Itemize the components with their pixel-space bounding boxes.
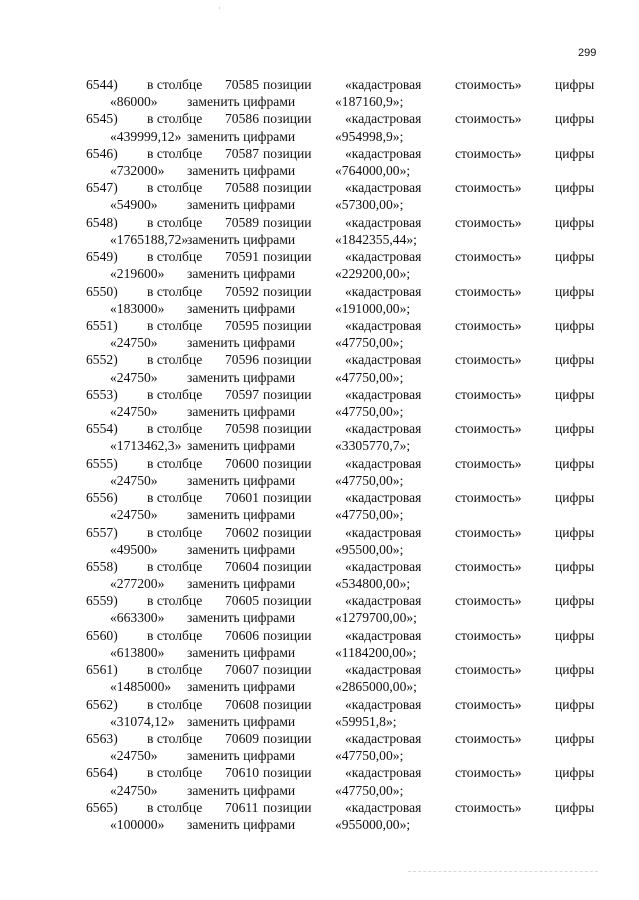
entry-column-word: в столбце (147, 731, 203, 746)
entry-number: 6564) (86, 765, 118, 781)
entry-cadastral-word: «кадастровая (345, 558, 422, 574)
entry-replace-phrase: заменить цифрами (187, 610, 296, 626)
entry-number: 6562) (86, 696, 118, 712)
entry-cost-word: стоимость» (455, 490, 522, 505)
entry-new-value: «955000,00»; (335, 816, 411, 832)
entry-cost-word: стоимость» (455, 386, 522, 402)
entry-number: 6545) (86, 111, 118, 127)
entry-first-line (0, 179, 639, 196)
entry-position-word: позиции (263, 765, 312, 781)
entry-column-word: в столбце (147, 283, 203, 299)
entry-replace-phrase: заменить цифрами (187, 782, 296, 798)
entry-replace-phrase: заменить цифрами (187, 369, 296, 385)
entry-cadastral-word: «кадастровая (345, 799, 422, 815)
entry-digits-word: цифры (555, 765, 595, 781)
entry-new-value: «534800,00»; (335, 576, 411, 592)
entry-column-code: 70595 (225, 317, 259, 333)
amendment-entry (0, 764, 639, 798)
amendment-entry (0, 145, 639, 179)
entry-position-word: позиции (263, 558, 312, 574)
entry-position-word: позиции (263, 180, 312, 196)
entry-new-value: «47750,00»; (335, 335, 404, 351)
amendment-entry (0, 420, 639, 454)
amendment-entry (0, 179, 639, 213)
entry-old-value: «1765188,72» (110, 231, 189, 247)
entry-column-word: в столбце (147, 765, 203, 781)
entry-old-value: «277200» (110, 576, 165, 592)
entry-number: 6557) (86, 524, 118, 540)
entry-column-word: в столбце (147, 352, 203, 368)
entry-number: 6563) (86, 731, 118, 746)
entry-digits-word: цифры (555, 455, 595, 471)
entry-replace-phrase: заменить цифрами (187, 231, 296, 247)
entry-replace-phrase: заменить цифрами (187, 748, 296, 764)
entry-position-word: позиции (263, 662, 312, 678)
entry-second-line (0, 782, 639, 799)
entry-first-line (0, 76, 639, 93)
entry-new-value: «1842355,44»; (335, 231, 417, 247)
entry-replace-phrase: заменить цифрами (187, 266, 296, 282)
entry-cost-word: стоимость» (455, 593, 522, 609)
entry-position-word: позиции (263, 317, 312, 333)
entry-old-value: «24750» (110, 403, 158, 419)
entry-cadastral-word: «кадастровая (345, 283, 422, 299)
entry-first-line (0, 145, 639, 162)
entry-digits-word: цифры (555, 662, 595, 678)
entry-old-value: «183000» (110, 300, 165, 316)
entry-second-line (0, 506, 639, 523)
entry-cost-word: стоимость» (455, 249, 522, 265)
entry-old-value: «732000» (110, 162, 165, 178)
amendment-entry (0, 76, 639, 110)
entry-cost-word: стоимость» (455, 421, 522, 437)
entry-digits-word: цифры (555, 799, 595, 815)
entry-first-line (0, 627, 639, 644)
entry-digits-word: цифры (555, 627, 595, 643)
entry-position-word: позиции (263, 283, 312, 299)
entry-first-line (0, 489, 639, 506)
amendment-entry (0, 524, 639, 558)
entry-number: 6559) (86, 593, 118, 609)
entry-new-value: «47750,00»; (335, 507, 404, 523)
entry-second-line (0, 609, 639, 626)
entry-column-word: в столбце (147, 145, 203, 161)
entry-replace-phrase: заменить цифрами (187, 816, 296, 832)
entry-second-line (0, 541, 639, 558)
entry-position-word: позиции (263, 249, 312, 265)
entry-column-code: 70610 (225, 765, 259, 781)
footer-rule (408, 871, 598, 872)
entry-cadastral-word: «кадастровая (345, 421, 422, 437)
entry-second-line (0, 300, 639, 317)
entry-old-value: «219600» (110, 266, 165, 282)
entry-new-value: «3305770,7»; (335, 438, 411, 454)
entry-first-line (0, 524, 639, 541)
entry-column-word: в столбце (147, 524, 203, 540)
entry-digits-word: цифры (555, 524, 595, 540)
entry-digits-word: цифры (555, 731, 595, 746)
entry-cadastral-word: «кадастровая (345, 214, 422, 230)
entry-cost-word: стоимость» (455, 731, 522, 746)
entry-second-line (0, 265, 639, 282)
entry-digits-word: цифры (555, 490, 595, 505)
entry-number: 6548) (86, 214, 118, 230)
entry-new-value: «47750,00»; (335, 472, 404, 488)
entry-old-value: «54900» (110, 197, 158, 213)
entry-digits-word: цифры (555, 111, 595, 127)
entry-column-word: в столбце (147, 386, 203, 402)
entry-second-line (0, 644, 639, 661)
entry-replace-phrase: заменить цифрами (187, 438, 296, 454)
entry-column-word: в столбце (147, 490, 203, 505)
entry-column-word: в столбце (147, 696, 203, 712)
entry-first-line (0, 696, 639, 713)
entry-column-code: 70592 (225, 283, 259, 299)
entry-second-line (0, 231, 639, 248)
entry-column-code: 70585 (225, 77, 259, 92)
entry-digits-word: цифры (555, 558, 595, 574)
entry-column-word: в столбце (147, 558, 203, 574)
entry-digits-word: цифры (555, 696, 595, 712)
entry-number: 6555) (86, 455, 118, 471)
entry-first-line (0, 248, 639, 265)
entry-cadastral-word: «кадастровая (345, 524, 422, 540)
entry-cost-word: стоимость» (455, 283, 522, 299)
entry-digits-word: цифры (555, 145, 595, 161)
entry-number: 6556) (86, 490, 118, 505)
entry-column-code: 70600 (225, 455, 259, 471)
entry-old-value: «24750» (110, 369, 158, 385)
entry-number: 6544) (86, 77, 118, 92)
entry-digits-word: цифры (555, 249, 595, 265)
entry-column-code: 70609 (225, 731, 259, 746)
amendment-entry (0, 283, 639, 317)
amendment-entry (0, 455, 639, 489)
entry-new-value: «1279700,00»; (335, 610, 417, 626)
entry-first-line (0, 592, 639, 609)
entry-new-value: «229200,00»; (335, 266, 411, 282)
entry-first-line (0, 799, 639, 816)
entry-replace-phrase: заменить цифрами (187, 679, 296, 695)
entry-cost-word: стоимость» (455, 111, 522, 127)
entry-position-word: позиции (263, 352, 312, 368)
entry-replace-phrase: заменить цифрами (187, 335, 296, 351)
entry-column-code: 70591 (225, 249, 259, 265)
entry-first-line (0, 661, 639, 678)
entry-first-line (0, 420, 639, 437)
entry-position-word: позиции (263, 799, 312, 815)
amendment-entry (0, 110, 639, 144)
entry-old-value: «24750» (110, 748, 158, 764)
entry-column-code: 70604 (225, 558, 259, 574)
entry-cost-word: стоимость» (455, 352, 522, 368)
entry-cadastral-word: «кадастровая (345, 111, 422, 127)
entry-cadastral-word: «кадастровая (345, 249, 422, 265)
entry-column-code: 70602 (225, 524, 259, 540)
entry-cadastral-word: «кадастровая (345, 490, 422, 505)
entry-cadastral-word: «кадастровая (345, 77, 422, 92)
entry-cadastral-word: «кадастровая (345, 731, 422, 746)
entry-old-value: «24750» (110, 782, 158, 798)
entry-new-value: «1184200,00»; (335, 644, 417, 660)
entry-position-word: позиции (263, 77, 312, 92)
entry-second-line (0, 816, 639, 833)
entry-second-line (0, 472, 639, 489)
entry-replace-phrase: заменить цифрами (187, 576, 296, 592)
entry-column-word: в столбце (147, 593, 203, 609)
entry-column-code: 70605 (225, 593, 259, 609)
amendment-entry (0, 558, 639, 592)
entry-first-line (0, 283, 639, 300)
entry-position-word: позиции (263, 731, 312, 746)
entry-replace-phrase: заменить цифрами (187, 162, 296, 178)
entry-cadastral-word: «кадастровая (345, 352, 422, 368)
entry-cadastral-word: «кадастровая (345, 180, 422, 196)
entry-second-line (0, 93, 639, 110)
entry-digits-word: цифры (555, 283, 595, 299)
entry-new-value: «764000,00»; (335, 162, 411, 178)
entry-new-value: «95500,00»; (335, 541, 404, 557)
entry-number: 6546) (86, 145, 118, 161)
scan-speck (219, 7, 220, 9)
entry-cadastral-word: «кадастровая (345, 593, 422, 609)
amendment-entry (0, 317, 639, 351)
entry-column-word: в столбце (147, 627, 203, 643)
entry-cadastral-word: «кадастровая (345, 145, 422, 161)
entry-position-word: позиции (263, 111, 312, 127)
entry-column-word: в столбце (147, 455, 203, 471)
entry-second-line (0, 128, 639, 145)
entry-cadastral-word: «кадастровая (345, 662, 422, 678)
entry-column-code: 70608 (225, 696, 259, 712)
entry-second-line (0, 403, 639, 420)
entry-position-word: позиции (263, 386, 312, 402)
entry-column-code: 70587 (225, 145, 259, 161)
entry-column-word: в столбце (147, 662, 203, 678)
entry-column-word: в столбце (147, 77, 203, 92)
entry-digits-word: цифры (555, 421, 595, 437)
entry-number: 6553) (86, 386, 118, 402)
entry-number: 6565) (86, 799, 118, 815)
entry-second-line (0, 334, 639, 351)
entry-digits-word: цифры (555, 317, 595, 333)
entry-column-code: 70601 (225, 490, 259, 505)
entry-cost-word: стоимость» (455, 180, 522, 196)
entry-column-code: 70589 (225, 214, 259, 230)
entry-digits-word: цифры (555, 386, 595, 402)
entry-old-value: «86000» (110, 94, 158, 110)
entry-new-value: «47750,00»; (335, 369, 404, 385)
amendment-entry (0, 248, 639, 282)
entry-cost-word: стоимость» (455, 765, 522, 781)
entry-replace-phrase: заменить цифрами (187, 644, 296, 660)
entry-position-word: позиции (263, 490, 312, 505)
entry-second-line (0, 713, 639, 730)
entry-number: 6560) (86, 627, 118, 643)
entry-second-line (0, 196, 639, 213)
amendment-entry (0, 799, 639, 833)
entry-cost-word: стоимость» (455, 799, 522, 815)
entry-old-value: «24750» (110, 335, 158, 351)
entry-number: 6554) (86, 421, 118, 437)
entry-column-word: в столбце (147, 799, 203, 815)
entry-first-line (0, 317, 639, 334)
entry-replace-phrase: заменить цифрами (187, 541, 296, 557)
entry-position-word: позиции (263, 145, 312, 161)
entry-position-word: позиции (263, 421, 312, 437)
entry-old-value: «663300» (110, 610, 165, 626)
entry-digits-word: цифры (555, 214, 595, 230)
entry-new-value: «59951,8»; (335, 713, 397, 729)
entry-replace-phrase: заменить цифрами (187, 94, 296, 110)
entry-digits-word: цифры (555, 180, 595, 196)
entry-cadastral-word: «кадастровая (345, 627, 422, 643)
entry-column-code: 70606 (225, 627, 259, 643)
entry-replace-phrase: заменить цифрами (187, 507, 296, 523)
entry-new-value: «47750,00»; (335, 782, 404, 798)
entry-column-code: 70598 (225, 421, 259, 437)
entry-number: 6551) (86, 317, 118, 333)
entry-old-value: «439999,12» (110, 128, 182, 144)
amendment-entry (0, 696, 639, 730)
entry-digits-word: цифры (555, 352, 595, 368)
entry-old-value: «24750» (110, 507, 158, 523)
entry-cost-word: стоимость» (455, 77, 522, 92)
entry-old-value: «31074,12» (110, 713, 175, 729)
entry-replace-phrase: заменить цифрами (187, 403, 296, 419)
entry-cadastral-word: «кадастровая (345, 765, 422, 781)
amendment-entry (0, 592, 639, 626)
entry-first-line (0, 351, 639, 368)
entry-old-value: «24750» (110, 472, 158, 488)
entry-cost-word: стоимость» (455, 627, 522, 643)
entry-replace-phrase: заменить цифрами (187, 300, 296, 316)
entry-column-code: 70611 (225, 799, 259, 815)
entry-cost-word: стоимость» (455, 524, 522, 540)
amendment-entry (0, 627, 639, 661)
entry-cost-word: стоимость» (455, 145, 522, 161)
amendment-entry (0, 351, 639, 385)
entry-new-value: «47750,00»; (335, 748, 404, 764)
entry-new-value: «47750,00»; (335, 403, 404, 419)
entry-number: 6549) (86, 249, 118, 265)
entry-number: 6547) (86, 180, 118, 196)
entry-cost-word: стоимость» (455, 558, 522, 574)
entry-first-line (0, 730, 639, 747)
entry-cadastral-word: «кадастровая (345, 317, 422, 333)
entry-cost-word: стоимость» (455, 696, 522, 712)
entry-old-value: «1713462,3» (110, 438, 182, 454)
entry-replace-phrase: заменить цифрами (187, 197, 296, 213)
page-number: 299 (578, 47, 597, 59)
entry-number: 6552) (86, 352, 118, 368)
entry-number: 6558) (86, 558, 118, 574)
entry-replace-phrase: заменить цифрами (187, 472, 296, 488)
entry-column-code: 70596 (225, 352, 259, 368)
amendment-entry (0, 386, 639, 420)
entry-cost-word: стоимость» (455, 317, 522, 333)
entry-second-line (0, 369, 639, 386)
entry-column-word: в столбце (147, 180, 203, 196)
entry-first-line (0, 386, 639, 403)
entry-first-line (0, 455, 639, 472)
entry-column-code: 70586 (225, 111, 259, 127)
entry-first-line (0, 214, 639, 231)
entry-column-code: 70588 (225, 180, 259, 196)
entry-second-line (0, 747, 639, 764)
entry-position-word: позиции (263, 524, 312, 540)
entry-cadastral-word: «кадастровая (345, 386, 422, 402)
entry-first-line (0, 110, 639, 127)
entry-column-word: в столбце (147, 249, 203, 265)
entry-cost-word: стоимость» (455, 662, 522, 678)
entry-new-value: «2865000,00»; (335, 679, 417, 695)
entry-column-word: в столбце (147, 111, 203, 127)
entry-old-value: «100000» (110, 816, 165, 832)
entry-column-word: в столбце (147, 317, 203, 333)
entry-first-line (0, 764, 639, 781)
entry-new-value: «954998,9»; (335, 128, 404, 144)
entry-column-word: в столбце (147, 214, 203, 230)
entry-second-line (0, 437, 639, 454)
entry-second-line (0, 575, 639, 592)
entry-first-line (0, 558, 639, 575)
entry-position-word: позиции (263, 593, 312, 609)
entry-new-value: «191000,00»; (335, 300, 411, 316)
entry-position-word: позиции (263, 214, 312, 230)
entry-number: 6550) (86, 283, 118, 299)
entry-column-word: в столбце (147, 421, 203, 437)
entry-cost-word: стоимость» (455, 455, 522, 471)
entry-cadastral-word: «кадастровая (345, 455, 422, 471)
entry-column-code: 70597 (225, 386, 259, 402)
entry-position-word: позиции (263, 627, 312, 643)
entry-new-value: «57300,00»; (335, 197, 404, 213)
entry-number: 6561) (86, 662, 118, 678)
amendment-entry (0, 489, 639, 523)
entry-digits-word: цифры (555, 77, 595, 92)
entry-second-line (0, 162, 639, 179)
amendment-entry (0, 214, 639, 248)
amendment-entry (0, 661, 639, 695)
entry-second-line (0, 678, 639, 695)
amendment-entry (0, 730, 639, 764)
entry-digits-word: цифры (555, 593, 595, 609)
entry-old-value: «613800» (110, 644, 165, 660)
entry-replace-phrase: заменить цифрами (187, 128, 296, 144)
entry-replace-phrase: заменить цифрами (187, 713, 296, 729)
entry-column-code: 70607 (225, 662, 259, 678)
entry-position-word: позиции (263, 696, 312, 712)
entry-position-word: позиции (263, 455, 312, 471)
entry-cost-word: стоимость» (455, 214, 522, 230)
entry-old-value: «49500» (110, 541, 158, 557)
entry-old-value: «1485000» (110, 679, 172, 695)
entry-new-value: «187160,9»; (335, 94, 404, 110)
entry-cadastral-word: «кадастровая (345, 696, 422, 712)
